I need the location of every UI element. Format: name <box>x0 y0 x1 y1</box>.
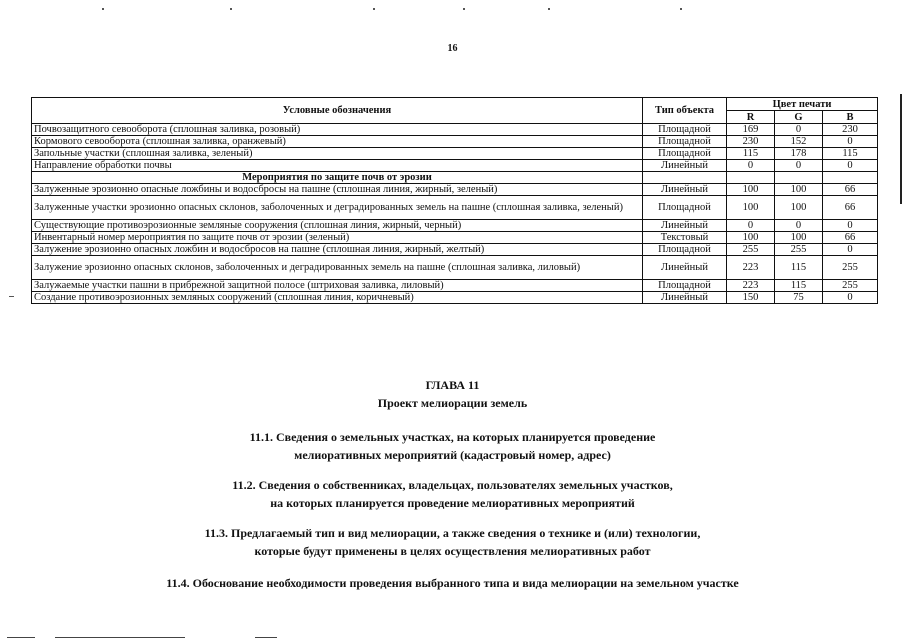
row-g: 100 <box>775 184 823 196</box>
row-r: 115 <box>727 148 775 160</box>
row-type: Площадной <box>643 136 727 148</box>
row-description: Залужение эрозионно опасных склонов, заболоченных и деградированных земель на пашне (сплошная заливка, лиловый) <box>32 256 643 280</box>
row-r: 100 <box>727 184 775 196</box>
section-heading <box>0 476 905 512</box>
row-description: Почвозащитного севооборота (сплошная заливка, розовый) <box>32 124 643 136</box>
table-row <box>32 148 878 160</box>
row-g: 100 <box>775 196 823 220</box>
row-g: 255 <box>775 244 823 256</box>
table-row <box>32 244 878 256</box>
row-g: 75 <box>775 292 823 304</box>
row-type: Площадной <box>643 148 727 160</box>
row-r: 223 <box>727 256 775 280</box>
section-heading-line: 11.1. Сведения о земельных участках, на которых планируется проведение <box>249 430 656 444</box>
chapter-label: ГЛАВА 11 <box>425 378 480 392</box>
header-b: B <box>823 111 878 124</box>
row-type: Площадной <box>643 244 727 256</box>
row-g: 115 <box>775 256 823 280</box>
row-b: 0 <box>823 136 878 148</box>
row-type: Линейный <box>643 160 727 172</box>
empty-cell <box>727 172 775 184</box>
row-b: 66 <box>823 232 878 244</box>
empty-cell <box>775 172 823 184</box>
row-b: 255 <box>823 280 878 292</box>
row-r: 150 <box>727 292 775 304</box>
section-heading-line: 11.4. Обоснование необходимости проведения выбранного типа и вида мелиорации на земельном участке <box>166 576 739 590</box>
scan-speck <box>9 296 14 297</box>
table-row <box>32 280 878 292</box>
row-description: Залуженные эрозионно опасные ложбины и водосбросы на пашне (сплошная линия, жирный, зеленый) <box>32 184 643 196</box>
table-row <box>32 292 878 304</box>
row-r: 0 <box>727 220 775 232</box>
row-g: 100 <box>775 232 823 244</box>
row-description: Направление обработки почвы <box>32 160 643 172</box>
table-section-row <box>32 172 878 184</box>
row-description: Запольные участки (сплошная заливка, зеленый) <box>32 148 643 160</box>
section-heading-line: мелиоративных мероприятий (кадастровый номер, адрес) <box>294 448 611 462</box>
row-description: Залужение эрозионно опасных ложбин и водосбросов на пашне (сплошная линия, жирный, желтый) <box>32 244 643 256</box>
row-g: 0 <box>775 124 823 136</box>
row-description: Инвентарный номер мероприятия по защите почв от эрозии (зеленый) <box>32 232 643 244</box>
row-b: 66 <box>823 184 878 196</box>
empty-cell <box>823 172 878 184</box>
section-heading <box>0 524 905 560</box>
row-r: 169 <box>727 124 775 136</box>
row-description: Кормового севооборота (сплошная заливка, оранжевый) <box>32 136 643 148</box>
section-heading-line: на которых планируется проведение мелиоративных мероприятий <box>270 496 635 510</box>
row-type: Линейный <box>643 256 727 280</box>
row-g: 0 <box>775 160 823 172</box>
row-type: Площадной <box>643 124 727 136</box>
row-type: Текстовый <box>643 232 727 244</box>
scan-speck <box>230 8 232 10</box>
table-row <box>32 184 878 196</box>
row-b: 0 <box>823 160 878 172</box>
empty-cell <box>643 172 727 184</box>
scan-bottom-line <box>55 637 185 638</box>
row-b: 230 <box>823 124 878 136</box>
row-r: 255 <box>727 244 775 256</box>
table-row <box>32 256 878 280</box>
page-number: 16 <box>447 43 458 54</box>
header-r: R <box>727 111 775 124</box>
row-type: Линейный <box>643 220 727 232</box>
scan-bottom-line <box>255 637 277 638</box>
scan-edge-mark <box>900 94 902 204</box>
table-row <box>32 136 878 148</box>
row-description: Залуженные участки эрозионно опасных склонов, заболоченных и деградированных земель на пашне (сплошная заливка, зеленый) <box>32 196 643 220</box>
row-b: 0 <box>823 244 878 256</box>
scan-speck <box>373 8 375 10</box>
row-g: 152 <box>775 136 823 148</box>
scan-speck <box>463 8 465 10</box>
row-type: Линейный <box>643 292 727 304</box>
row-type: Площадной <box>643 196 727 220</box>
row-type: Площадной <box>643 280 727 292</box>
header-description: Условные обозначения <box>32 98 643 124</box>
scan-speck <box>548 8 550 10</box>
row-type: Линейный <box>643 184 727 196</box>
header-g: G <box>775 111 823 124</box>
row-description: Залужаемые участки пашни в прибрежной защитной полосе (штриховая заливка, лиловый) <box>32 280 643 292</box>
row-b: 0 <box>823 220 878 232</box>
table-row <box>32 220 878 232</box>
header-type: Тип объекта <box>643 98 727 124</box>
row-r: 100 <box>727 232 775 244</box>
section-heading-line: 11.3. Предлагаемый тип и вид мелиорации, а также сведения о технике и (или) технологии, <box>204 526 701 540</box>
table-row <box>32 124 878 136</box>
scan-speck <box>102 8 104 10</box>
table-row <box>32 196 878 220</box>
section-title: Мероприятия по защите почв от эрозии <box>32 172 643 184</box>
row-r: 0 <box>727 160 775 172</box>
row-r: 100 <box>727 196 775 220</box>
section-heading-line: которые будут применены в целях осуществления мелиоративных работ <box>254 544 651 558</box>
row-b: 255 <box>823 256 878 280</box>
legend-table <box>31 97 878 304</box>
row-r: 230 <box>727 136 775 148</box>
chapter-title: Проект мелиорации земель <box>377 396 528 410</box>
scan-bottom-line <box>7 637 35 638</box>
row-description: Существующие противоэрозионные земляные сооружения (сплошная линия, жирный, черный) <box>32 220 643 232</box>
scan-speck <box>680 8 682 10</box>
table-header-row <box>32 98 878 111</box>
row-b: 0 <box>823 292 878 304</box>
row-b: 66 <box>823 196 878 220</box>
section-heading-line: 11.2. Сведения о собственниках, владельцах, пользователях земельных участков, <box>232 478 673 492</box>
row-g: 115 <box>775 280 823 292</box>
row-g: 0 <box>775 220 823 232</box>
row-b: 115 <box>823 148 878 160</box>
row-description: Создание противоэрозионных земляных сооружений (сплошная линия, коричневый) <box>32 292 643 304</box>
table-row <box>32 232 878 244</box>
row-g: 178 <box>775 148 823 160</box>
row-r: 223 <box>727 280 775 292</box>
section-heading <box>0 574 905 592</box>
table-row <box>32 160 878 172</box>
section-heading <box>0 428 905 464</box>
header-color-group: Цвет печати <box>727 98 878 111</box>
